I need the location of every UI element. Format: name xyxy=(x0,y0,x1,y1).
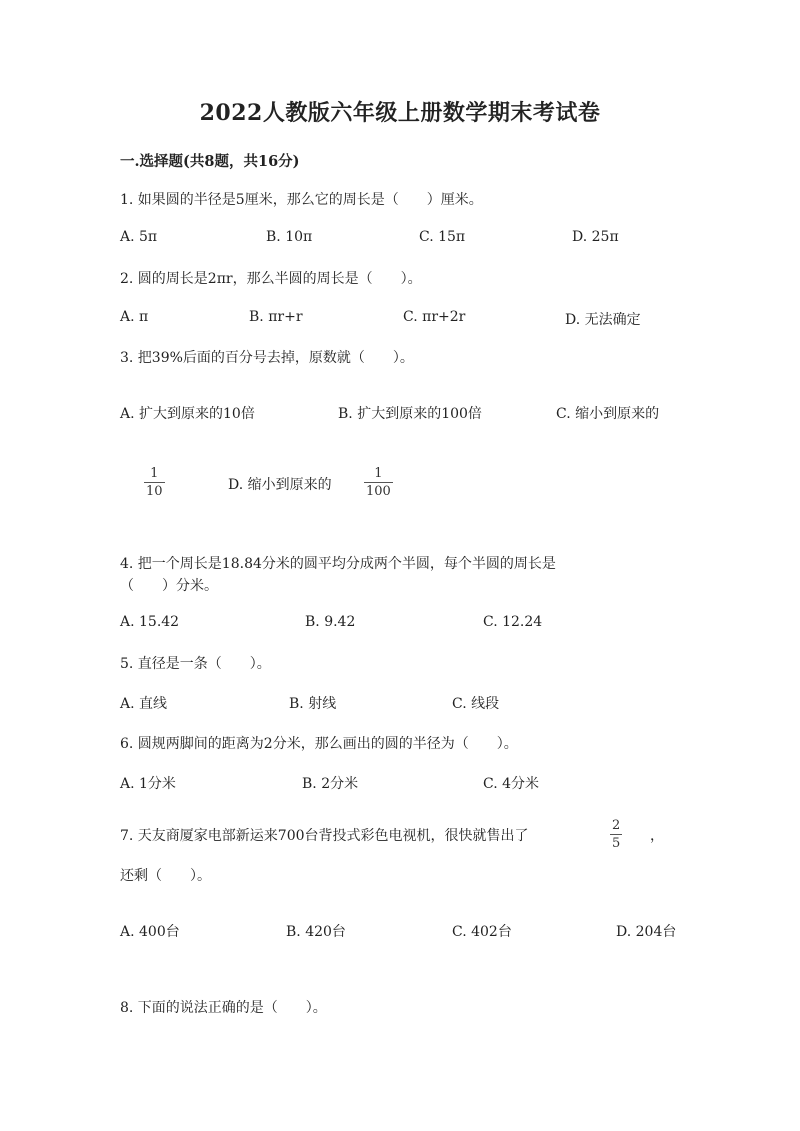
q6-option-c[interactable]: C. 4分米 xyxy=(483,776,540,792)
q7-option-b[interactable]: B. 420台 xyxy=(286,924,346,940)
q1-option-c[interactable]: C. 15π xyxy=(419,229,466,245)
fraction-denominator: 5 xyxy=(612,836,621,851)
fraction-bar xyxy=(610,834,622,835)
question-2-stem: 2. 圆的周长是2πr，那么半圆的周长是（ ）。 xyxy=(120,271,422,287)
fraction-denominator: 100 xyxy=(366,484,391,499)
q7-option-c[interactable]: C. 402台 xyxy=(452,924,512,940)
q2-option-a[interactable]: A. π xyxy=(120,309,149,325)
q7-fraction xyxy=(610,818,622,851)
q2-option-d[interactable]: D. 无法确定 xyxy=(565,312,641,328)
q4-option-a[interactable]: A. 15.42 xyxy=(120,614,180,630)
q7-option-d[interactable]: D. 204台 xyxy=(616,924,677,940)
q2-option-c[interactable]: C. πr+2r xyxy=(403,309,466,325)
section-heading: 一.选择题(共8题，共16分) xyxy=(120,153,300,170)
q2-option-b[interactable]: B. πr+r xyxy=(249,309,303,325)
q3-option-b[interactable]: B. 扩大到原来的100倍 xyxy=(338,406,482,422)
question-7-stem-line-2: 还剩（ ）。 xyxy=(120,868,211,884)
exam-title: 2022人教版六年级上册数学期末考试卷 xyxy=(199,100,601,126)
question-7-stem-line-1: 7. 天友商厦家电部新运来700台背投式彩色电视机，很快就售出了 xyxy=(120,828,529,844)
question-7-stem-comma: ， xyxy=(650,828,664,844)
q5-option-c[interactable]: C. 线段 xyxy=(452,696,500,712)
q3-option-d[interactable]: D. 缩小到原来的 xyxy=(228,477,332,493)
fraction-numerator: 2 xyxy=(612,818,621,833)
question-8-stem: 8. 下面的说法正确的是（ ）。 xyxy=(120,1000,327,1016)
q3-option-a[interactable]: A. 扩大到原来的10倍 xyxy=(120,406,255,422)
fraction-denominator: 10 xyxy=(146,484,163,499)
question-5-stem: 5. 直径是一条（ ）。 xyxy=(120,656,271,672)
question-4-stem-line-2: （ ）分米。 xyxy=(120,578,218,594)
fraction-bar xyxy=(364,482,393,483)
q5-option-b[interactable]: B. 射线 xyxy=(289,696,337,712)
q1-option-a[interactable]: A. 5π xyxy=(120,229,158,245)
q4-option-b[interactable]: B. 9.42 xyxy=(305,614,356,630)
q7-option-a[interactable]: A. 400台 xyxy=(120,924,180,940)
fraction-numerator: 1 xyxy=(374,466,383,481)
q1-option-d[interactable]: D. 25π xyxy=(572,229,619,245)
question-3-stem: 3. 把39%后面的百分号去掉，原数就（ ）。 xyxy=(120,350,414,366)
fraction-numerator: 1 xyxy=(150,466,159,481)
q6-option-a[interactable]: A. 1分米 xyxy=(120,776,176,792)
fraction-bar xyxy=(144,482,165,483)
q4-option-c[interactable]: C. 12.24 xyxy=(483,614,543,630)
question-1-stem: 1. 如果圆的半径是5厘米，那么它的周长是（ ）厘米。 xyxy=(120,192,483,208)
q3-option-c-fraction xyxy=(144,466,165,499)
q3-option-c[interactable]: C. 缩小到原来的 xyxy=(556,406,660,422)
q6-option-b[interactable]: B. 2分米 xyxy=(302,776,359,792)
q5-option-a[interactable]: A. 直线 xyxy=(120,696,168,712)
q3-option-d-fraction xyxy=(364,466,393,499)
q1-option-b[interactable]: B. 10π xyxy=(266,229,313,245)
question-4-stem-line-1: 4. 把一个周长是18.84分米的圆平均分成两个半圆，每个半圆的周长是 xyxy=(120,556,556,572)
question-6-stem: 6. 圆规两脚间的距离为2分米，那么画出的圆的半径为（ ）。 xyxy=(120,736,518,752)
